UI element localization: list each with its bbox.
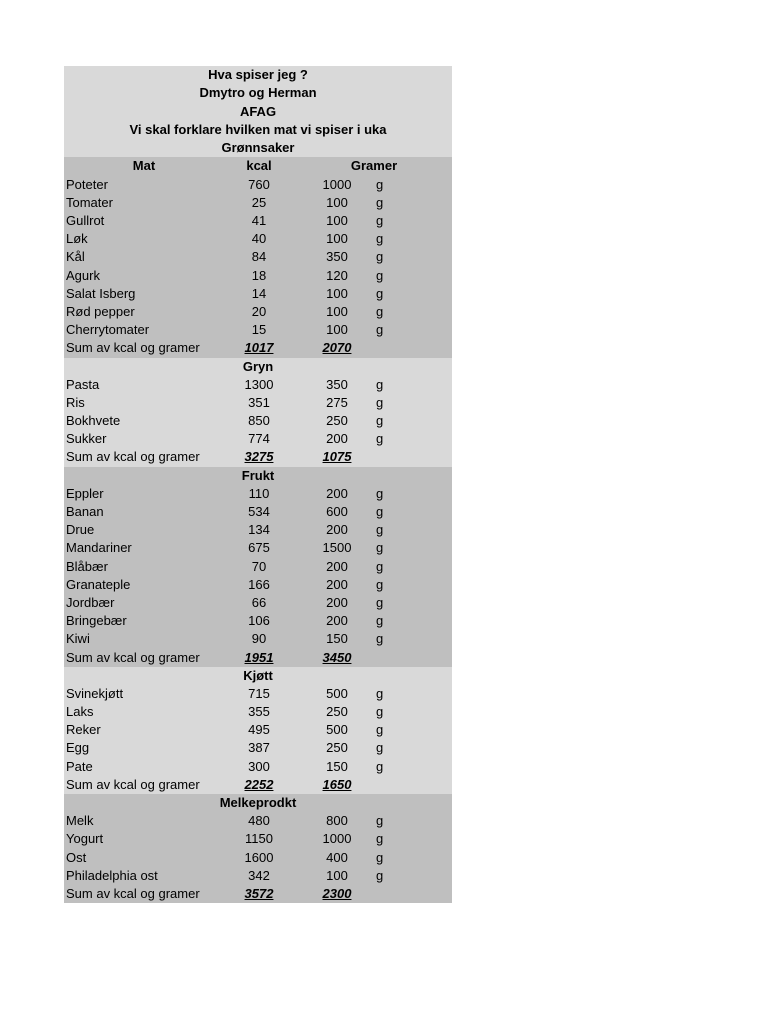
- table-row: [64, 521, 452, 539]
- food-name: Poteter: [66, 176, 108, 192]
- table-row: [64, 721, 452, 739]
- table-row: [64, 630, 452, 648]
- kcal-value: 480: [248, 813, 270, 829]
- unit-label: g: [376, 231, 384, 247]
- sum-row: [64, 339, 452, 357]
- gram-value: 200: [326, 485, 348, 501]
- gram-value: 350: [326, 249, 348, 265]
- table-row: [64, 849, 452, 867]
- gram-value: 200: [326, 558, 348, 574]
- sum-kcal: 1017: [244, 340, 274, 356]
- food-name: Pate: [66, 758, 93, 774]
- food-name: Pasta: [66, 376, 100, 392]
- unit-label: g: [376, 431, 384, 447]
- food-name: Laks: [66, 704, 94, 720]
- kcal-value: 1300: [244, 376, 274, 392]
- table-row: [64, 376, 452, 394]
- sum-row: [64, 649, 452, 667]
- gram-value: 200: [326, 594, 348, 610]
- food-name: Løk: [66, 231, 88, 247]
- sum-kcal: 2252: [244, 776, 274, 792]
- section-block: [64, 358, 452, 467]
- food-name: Gullrot: [66, 213, 105, 229]
- gram-value: 350: [326, 376, 348, 392]
- section-block: [64, 157, 452, 357]
- food-name: Sukker: [66, 431, 107, 447]
- gram-value: 600: [326, 504, 348, 520]
- class-line: AFAG: [239, 103, 277, 119]
- gram-value: 100: [326, 231, 348, 247]
- food-name: Agurk: [66, 267, 100, 283]
- kcal-value: 351: [248, 394, 270, 410]
- gram-value: 400: [326, 849, 348, 865]
- section-block: [64, 467, 452, 667]
- kcal-value: 25: [251, 194, 267, 210]
- kcal-value: 106: [248, 613, 270, 629]
- table-row: [64, 267, 452, 285]
- gram-value: 100: [326, 194, 348, 210]
- sum-label: Sum av kcal og gramer: [66, 649, 200, 665]
- table-row: [64, 248, 452, 266]
- unit-label: g: [376, 285, 384, 301]
- kcal-value: 715: [248, 685, 270, 701]
- food-name: Jordbær: [66, 594, 115, 610]
- gram-value: 250: [326, 704, 348, 720]
- table-row: [64, 685, 452, 703]
- food-name: Mandariner: [66, 540, 132, 556]
- table-row: [64, 194, 452, 212]
- kcal-value: 675: [248, 540, 270, 556]
- unit-label: g: [376, 813, 384, 829]
- unit-label: g: [376, 213, 384, 229]
- table-row: [64, 758, 452, 776]
- table-row: [64, 539, 452, 557]
- sum-kcal: 3572: [244, 885, 274, 901]
- table-row: [64, 212, 452, 230]
- sum-gram: 2300: [322, 885, 352, 901]
- food-name: Ost: [66, 849, 87, 865]
- gram-value: 1000: [322, 831, 352, 847]
- kcal-value: 342: [248, 867, 270, 883]
- column-header-row: [64, 157, 452, 175]
- sum-label: Sum av kcal og gramer: [66, 885, 200, 901]
- column-header-mat: Mat: [132, 158, 156, 174]
- sum-row: [64, 885, 452, 903]
- food-name: Kål: [66, 249, 85, 265]
- food-name: Drue: [66, 522, 95, 538]
- kcal-value: 20: [251, 303, 267, 319]
- unit-label: g: [376, 394, 384, 410]
- section-block: [64, 667, 452, 794]
- kcal-value: 387: [248, 740, 270, 756]
- gram-value: 100: [326, 213, 348, 229]
- kcal-value: 1600: [244, 849, 274, 865]
- food-name: Blåbær: [66, 558, 108, 574]
- unit-label: g: [376, 758, 384, 774]
- unit-label: g: [376, 504, 384, 520]
- food-name: Yogurt: [66, 831, 104, 847]
- food-name: Tomater: [66, 194, 113, 210]
- table-row: [64, 430, 452, 448]
- unit-label: g: [376, 194, 384, 210]
- table-row: [64, 830, 452, 848]
- food-name: Salat Isberg: [66, 285, 136, 301]
- food-name: Philadelphia ost: [66, 867, 158, 883]
- table-row: [64, 703, 452, 721]
- kcal-value: 90: [251, 631, 267, 647]
- sum-kcal: 1951: [244, 649, 274, 665]
- column-header-gramer: Gramer: [350, 158, 398, 174]
- food-name: Eppler: [66, 485, 104, 501]
- sum-label: Sum av kcal og gramer: [66, 776, 200, 792]
- section-title-gronnsaker: Grønnsaker: [221, 140, 295, 156]
- gram-value: 150: [326, 631, 348, 647]
- table-row: [64, 612, 452, 630]
- kcal-value: 84: [251, 249, 267, 265]
- unit-label: g: [376, 558, 384, 574]
- table-row: [64, 285, 452, 303]
- gram-value: 200: [326, 431, 348, 447]
- unit-label: g: [376, 722, 384, 738]
- gram-value: 250: [326, 413, 348, 429]
- unit-label: g: [376, 322, 384, 338]
- kcal-value: 534: [248, 504, 270, 520]
- kcal-value: 300: [248, 758, 270, 774]
- sum-gram: 2070: [322, 340, 352, 356]
- table-row: [64, 176, 452, 194]
- gram-value: 150: [326, 758, 348, 774]
- unit-label: g: [376, 176, 384, 192]
- unit-label: g: [376, 613, 384, 629]
- food-name: Cherrytomater: [66, 322, 150, 338]
- table-row: [64, 739, 452, 757]
- sum-kcal: 3275: [244, 449, 274, 465]
- gram-value: 100: [326, 867, 348, 883]
- unit-label: g: [376, 594, 384, 610]
- section-title: Frukt: [241, 467, 275, 483]
- table-row: [64, 412, 452, 430]
- table-row: [64, 558, 452, 576]
- unit-label: g: [376, 831, 384, 847]
- table-row: [64, 394, 452, 412]
- unit-label: g: [376, 685, 384, 701]
- unit-label: g: [376, 631, 384, 647]
- sum-row: [64, 776, 452, 794]
- kcal-value: 495: [248, 722, 270, 738]
- unit-label: g: [376, 303, 384, 319]
- spreadsheet: [64, 66, 452, 903]
- gram-value: 1000: [322, 176, 352, 192]
- food-name: Melk: [66, 813, 94, 829]
- food-name: Granateple: [66, 576, 131, 592]
- unit-label: g: [376, 867, 384, 883]
- gram-value: 120: [326, 267, 348, 283]
- table-row: [64, 321, 452, 339]
- title-block: [64, 66, 452, 157]
- kcal-value: 14: [251, 285, 267, 301]
- unit-label: g: [376, 376, 384, 392]
- table-row: [64, 867, 452, 885]
- table-row: [64, 576, 452, 594]
- gram-value: 100: [326, 303, 348, 319]
- kcal-value: 134: [248, 522, 270, 538]
- gram-value: 100: [326, 285, 348, 301]
- kcal-value: 355: [248, 704, 270, 720]
- sum-row: [64, 448, 452, 466]
- gram-value: 200: [326, 576, 348, 592]
- food-name: Banan: [66, 504, 104, 520]
- kcal-value: 166: [248, 576, 270, 592]
- unit-label: g: [376, 740, 384, 756]
- food-name: Svinekjøtt: [66, 685, 124, 701]
- description-line: Vi skal forklare hvilken mat vi spiser i uka: [129, 121, 387, 137]
- kcal-value: 66: [251, 594, 267, 610]
- kcal-value: 18: [251, 267, 267, 283]
- table-row: [64, 594, 452, 612]
- unit-label: g: [376, 704, 384, 720]
- kcal-value: 1150: [245, 831, 273, 847]
- kcal-value: 774: [248, 431, 270, 447]
- gram-value: 275: [326, 394, 348, 410]
- food-name: Reker: [66, 722, 101, 738]
- table-row: [64, 303, 452, 321]
- unit-label: g: [376, 540, 384, 556]
- kcal-value: 850: [248, 413, 270, 429]
- unit-label: g: [376, 522, 384, 538]
- table-row: [64, 485, 452, 503]
- kcal-value: 15: [251, 322, 267, 338]
- kcal-value: 40: [251, 231, 267, 247]
- unit-label: g: [376, 485, 384, 501]
- gram-value: 800: [326, 813, 348, 829]
- title-line: Hva spiser jeg ?: [208, 67, 308, 82]
- sum-gram: 1075: [322, 449, 352, 465]
- food-name: Egg: [66, 740, 90, 756]
- gram-value: 1500: [322, 540, 352, 556]
- sum-label: Sum av kcal og gramer: [66, 449, 200, 465]
- kcal-value: 70: [251, 558, 267, 574]
- section-title: Melkeprodkt: [219, 795, 297, 811]
- unit-label: g: [376, 267, 384, 283]
- sum-gram: 3450: [322, 649, 352, 665]
- kcal-value: 760: [248, 176, 270, 192]
- food-name: Bringebær: [66, 613, 127, 629]
- gram-value: 500: [326, 722, 348, 738]
- unit-label: g: [376, 249, 384, 265]
- food-name: Bokhvete: [66, 413, 121, 429]
- food-name: Kiwi: [66, 631, 90, 647]
- section-block: [64, 794, 452, 903]
- gram-value: 100: [326, 322, 348, 338]
- table-row: [64, 230, 452, 248]
- table-row: [64, 503, 452, 521]
- food-name: Rød pepper: [66, 303, 135, 319]
- sum-gram: 1650: [322, 776, 352, 792]
- unit-label: g: [376, 576, 384, 592]
- sum-label: Sum av kcal og gramer: [66, 340, 200, 356]
- authors-line: Dmytro og Herman: [199, 85, 317, 101]
- gram-value: 500: [326, 685, 348, 701]
- gram-value: 200: [326, 613, 348, 629]
- food-name: Ris: [66, 394, 85, 410]
- unit-label: g: [376, 413, 384, 429]
- table-row: [64, 812, 452, 830]
- kcal-value: 110: [248, 485, 270, 501]
- section-title: Gryn: [242, 358, 274, 374]
- unit-label: g: [376, 849, 384, 865]
- column-header-kcal: kcal: [246, 158, 272, 174]
- kcal-value: 41: [251, 213, 267, 229]
- gram-value: 200: [326, 522, 348, 538]
- gram-value: 250: [326, 740, 348, 756]
- section-title: Kjøtt: [243, 667, 273, 683]
